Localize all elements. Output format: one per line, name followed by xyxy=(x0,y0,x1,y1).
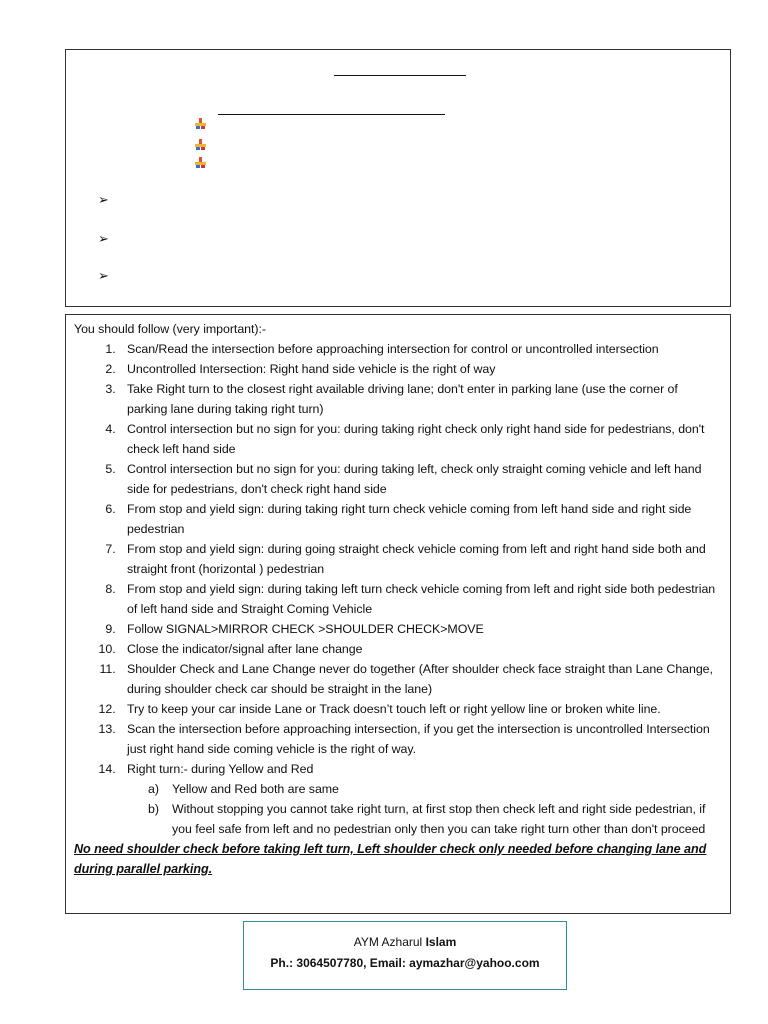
author-last-name: Islam xyxy=(425,935,457,949)
header-box xyxy=(65,49,731,307)
list-item: 8. From stop and yield sign: during taking left turn check vehicle coming from left and right side both pedestrian of left hand side and Straight Coming Vehicle xyxy=(119,579,720,619)
arrow-bullet-icon: ➢ xyxy=(98,192,109,207)
sub-list-marker: a) xyxy=(148,782,159,796)
list-item: 7. From stop and yield sign: during going straight check vehicle coming from left and right hand side both and straight front (horizontal ) pedestrian xyxy=(119,539,720,579)
arrow-bullet-icon: ➢ xyxy=(98,231,109,246)
arrow-bullet-icon: ➢ xyxy=(98,268,109,283)
tile-bullet-icon xyxy=(195,118,206,130)
rules-list xyxy=(74,339,720,839)
sub-list-item xyxy=(148,779,720,799)
list-item: 3. Take Right turn to the closest right available driving lane; don't enter in parking lane (use the corner of parking lane during taking right turn) xyxy=(119,379,720,419)
contact-box xyxy=(243,921,567,990)
list-item: 5. Control intersection but no sign for you: during taking left, check only straight coming vehicle and left hand side for pedestrians, don't check right hand side xyxy=(119,459,720,499)
list-item: 13. Scan the intersection before approaching intersection, if you get the intersection is uncontrolled Intersection just right hand side coming vehicle is the right of way. xyxy=(119,719,720,759)
sub-list-marker: b) xyxy=(148,802,159,816)
list-item: 11. Shoulder Check and Lane Change never do together (After shoulder check face straight than Lane Change, during shoulder check car should be straight in the lane) xyxy=(119,659,720,699)
shoulder-check-note: No need shoulder check before taking left turn, Left shoulder check only needed before changing lane and during parallel parking. xyxy=(74,842,707,876)
tile-bullet-icon xyxy=(195,157,206,169)
list-item: 1. Scan/Read the intersection before approaching intersection for control or uncontrolled intersection xyxy=(119,339,720,359)
sub-list-item xyxy=(148,799,720,839)
list-item: 12. Try to keep your car inside Lane or Track doesn’t touch left or right yellow line or broken white line. xyxy=(119,699,720,719)
author-name xyxy=(244,932,566,953)
list-item: 10. Close the indicator/signal after lane change xyxy=(119,639,720,659)
author-first-name: AYM Azharul xyxy=(353,935,426,949)
title-underline xyxy=(334,75,466,76)
rules-intro: You should follow (very important):- xyxy=(74,322,266,336)
author-contact xyxy=(244,953,566,974)
list-item: 4. Control intersection but no sign for you: during taking right check only right hand side for pedestrians, don't check left hand side xyxy=(119,419,720,459)
list-item xyxy=(119,759,720,839)
tile-bullet-icon xyxy=(195,139,206,151)
phone-email: Ph.: 3064507780, Email: aymazhar@yahoo.com xyxy=(270,956,540,970)
subtitle-underline xyxy=(218,114,445,115)
sub-list-text: Without stopping you cannot take right turn, at first stop then check left and right side pedestrian, if you feel safe from left and no pedestrian only then you can take right turn other than don't proceed xyxy=(172,802,706,836)
sub-list-text: Yellow and Red both are same xyxy=(172,782,339,796)
rules-box xyxy=(65,314,731,914)
list-item: 6. From stop and yield sign: during taking right turn check vehicle coming from left hand side and right side pedestrian xyxy=(119,499,720,539)
sub-list xyxy=(127,779,720,839)
list-item: 2. Uncontrolled Intersection: Right hand side vehicle is the right of way xyxy=(119,359,720,379)
list-item-text: Right turn:- during Yellow and Red xyxy=(127,762,314,776)
list-item: 9. Follow SIGNAL>MIRROR CHECK >SHOULDER CHECK>MOVE xyxy=(119,619,720,639)
